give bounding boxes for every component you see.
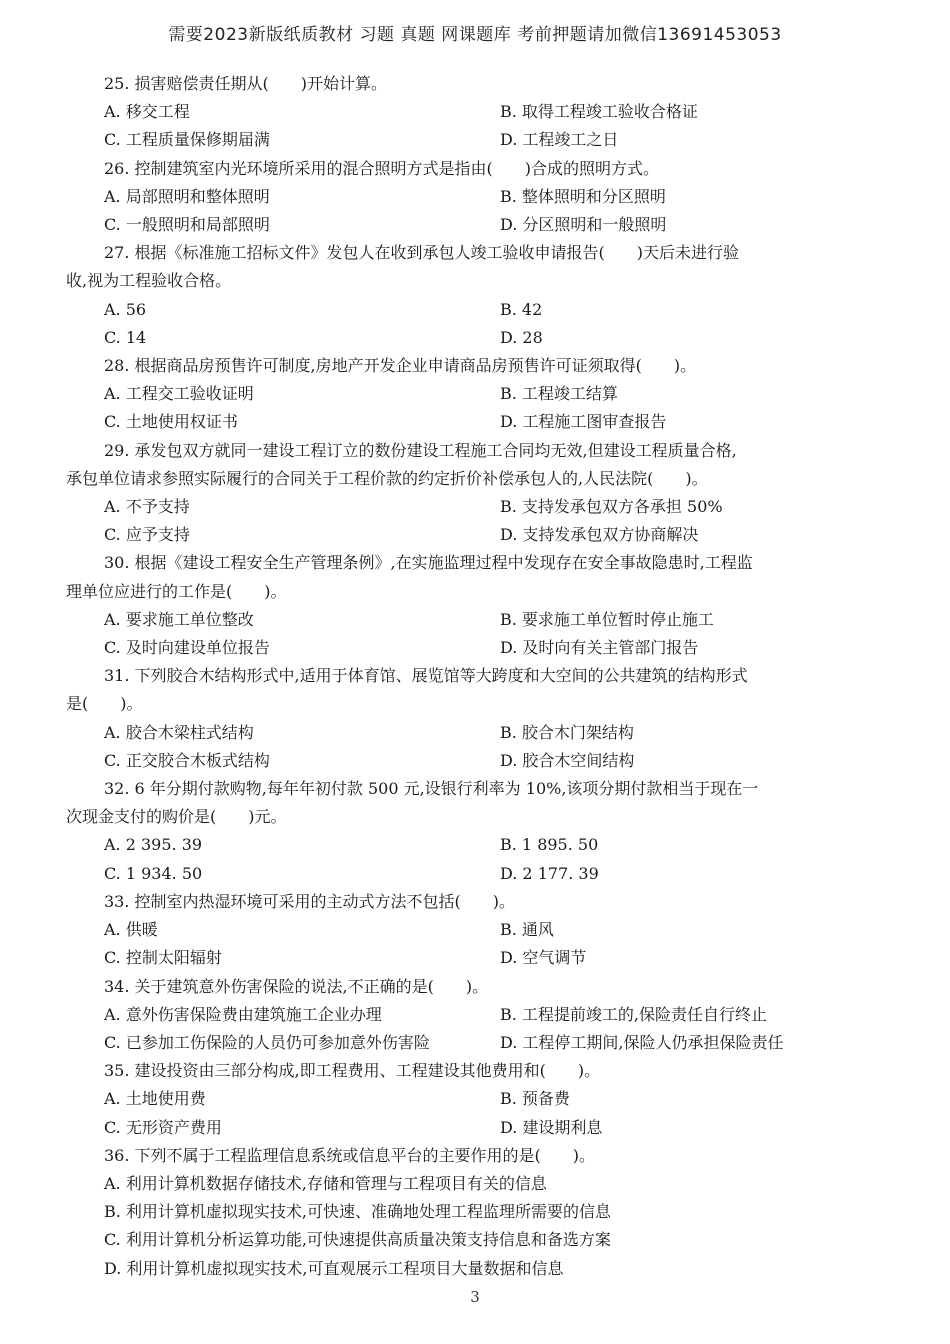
option-c: C. 应予支持	[104, 525, 190, 545]
option-b: B. 工程提前竣工的,保险责任自行终止	[500, 1004, 768, 1024]
question-stem: 25. 损害赔偿责任期从( )开始计算。	[104, 74, 388, 93]
option-a: A. 土地使用费	[104, 1089, 206, 1109]
question-36	[104, 1142, 879, 1283]
option-b: B. 胶合木门架结构	[500, 722, 634, 742]
option-d: D. 及时向有关主管部门报告	[500, 638, 699, 658]
option-b: B. 42	[500, 299, 543, 319]
option-a: A. 供暖	[104, 920, 158, 940]
question-30	[66, 549, 879, 662]
question-stem: 28. 根据商品房预售许可制度,房地产开发企业申请商品房预售许可证须取得( )。	[104, 356, 697, 376]
option-a: A. 要求施工单位整改	[104, 609, 254, 629]
option-d: D. 工程停工期间,保险人仍承担保险责任	[500, 1032, 784, 1052]
option-a: A. 意外伤害保险费由建筑施工企业办理	[104, 1004, 382, 1024]
question-stem: 31. 下列胶合木结构形式中,适用于体育馆、展览馆等大跨度和大空间的公共建筑的结构形式	[104, 666, 748, 686]
option-c: C. 14	[104, 327, 147, 347]
option-a: A. 胶合木梁柱式结构	[104, 722, 254, 742]
option-b: B. 1 895. 50	[500, 835, 599, 855]
options	[104, 493, 879, 549]
option-a: A. 移交工程	[104, 102, 190, 122]
question-stem-continued: 是( )。	[66, 694, 143, 714]
option-a: A. 工程交工验收证明	[104, 384, 254, 404]
option-c: C. 控制太阳辐射	[104, 948, 222, 968]
option-d: D. 工程施工图审查报告	[500, 412, 667, 432]
question-list	[66, 70, 879, 1283]
question-stem: 33. 控制室内热湿环境可采用的主动式方法不包括( )。	[104, 891, 516, 911]
question-29	[66, 437, 879, 550]
option-c: C. 工程质量保修期届满	[104, 130, 270, 150]
option-d: D. 2 177. 39	[500, 863, 599, 883]
option-b: B. 通风	[500, 920, 554, 940]
options	[104, 606, 879, 662]
question-stem-continued: 承包单位请求参照实际履行的合同关于工程价款的约定折价补偿承包人的,人民法院( )。	[66, 468, 708, 488]
option-a: A. 2 395. 39	[104, 835, 203, 855]
question-31	[66, 662, 879, 775]
question-stem: 34. 关于建筑意外伤害保险的说法,不正确的是( )。	[104, 976, 489, 996]
question-stem: 29. 承发包双方就同一建设工程订立的数份建设工程施工合同均无效,但建设工程质量合格,	[104, 440, 737, 460]
options	[104, 296, 879, 352]
option-d: D. 支持发承包双方协商解决	[500, 525, 699, 545]
question-stem: 36. 下列不属于工程监理信息系统或信息平台的主要作用的是( )。	[104, 1145, 596, 1165]
option-c: C. 利用计算机分析运算功能,可快速提供高质量决策支持信息和备选方案	[104, 1230, 611, 1250]
option-d: D. 利用计算机虚拟现实技术,可直观展示工程项目大量数据和信息	[104, 1258, 564, 1278]
option-d: D. 28	[500, 327, 543, 347]
option-d: D. 分区照明和一般照明	[500, 215, 667, 235]
option-a: A. 56	[104, 299, 147, 319]
option-b: B. 取得工程竣工验收合格证	[500, 102, 698, 122]
question-stem-continued: 理单位应进行的工作是( )。	[66, 581, 287, 601]
question-stem: 30. 根据《建设工程安全生产管理条例》,在实施监理过程中发现存在安全事故隐患时,工程监	[104, 553, 753, 573]
question-stem: 35. 建设投资由三部分构成,即工程费用、工程建设其他费用和( )。	[104, 1061, 601, 1081]
option-d: D. 建设期利息	[500, 1117, 603, 1137]
option-c: C. 及时向建设单位报告	[104, 638, 270, 658]
option-b: B. 工程竣工结算	[500, 384, 618, 404]
question-32	[66, 775, 879, 888]
options	[104, 98, 879, 154]
question-stem-continued: 收,视为工程验收合格。	[66, 271, 232, 291]
question-35	[104, 1057, 879, 1142]
option-a: A. 利用计算机数据存储技术,存储和管理与工程项目有关的信息	[104, 1173, 547, 1193]
option-c: C. 正交胶合木板式结构	[104, 750, 270, 770]
page-number: 3	[470, 1288, 480, 1306]
question-stem-continued: 次现金支付的购价是( )元。	[66, 807, 287, 827]
page-header: 需要2023新版纸质教材 习题 真题 网课题库 考前押题请加微信13691453053	[168, 25, 782, 45]
option-d: D. 胶合木空间结构	[500, 750, 635, 770]
options	[104, 1085, 879, 1141]
options	[104, 916, 879, 972]
option-a: A. 不予支持	[104, 497, 190, 517]
option-c: C. 已参加工伤保险的人员仍可参加意外伤害险	[104, 1032, 430, 1052]
question-26	[104, 155, 879, 240]
question-28	[104, 352, 879, 437]
option-b: B. 要求施工单位暂时停止施工	[500, 609, 714, 629]
question-25	[104, 70, 879, 155]
option-a: A. 局部照明和整体照明	[104, 186, 270, 206]
options	[104, 1001, 879, 1057]
option-b: B. 利用计算机虚拟现实技术,可快速、准确地处理工程监理所需要的信息	[104, 1202, 612, 1222]
option-c: C. 一般照明和局部照明	[104, 215, 270, 235]
option-c: C. 无形资产费用	[104, 1117, 222, 1137]
question-stem: 27. 根据《标准施工招标文件》发包人在收到承包人竣工验收申请报告( )天后未进行验	[104, 243, 740, 263]
option-b: B. 支持发承包双方各承担 50%	[500, 497, 723, 517]
options	[104, 183, 879, 239]
question-34	[104, 973, 879, 1058]
options	[104, 380, 879, 436]
option-b: B. 预备费	[500, 1089, 570, 1109]
question-33	[104, 888, 879, 973]
options	[104, 719, 879, 775]
options	[104, 831, 879, 887]
question-stem: 26. 控制建筑室内光环境所采用的混合照明方式是指由( )合成的照明方式。	[104, 158, 660, 178]
option-d: D. 空气调节	[500, 948, 587, 968]
option-c: C. 1 934. 50	[104, 863, 203, 883]
option-b: B. 整体照明和分区照明	[500, 186, 666, 206]
question-stem: 32. 6 年分期付款购物,每年年初付款 500 元,设银行利率为 10%,该项分期付款相当于现在一	[104, 779, 759, 799]
option-c: C. 土地使用权证书	[104, 412, 238, 432]
option-d: D. 工程竣工之日	[500, 130, 619, 150]
question-27	[66, 239, 879, 352]
